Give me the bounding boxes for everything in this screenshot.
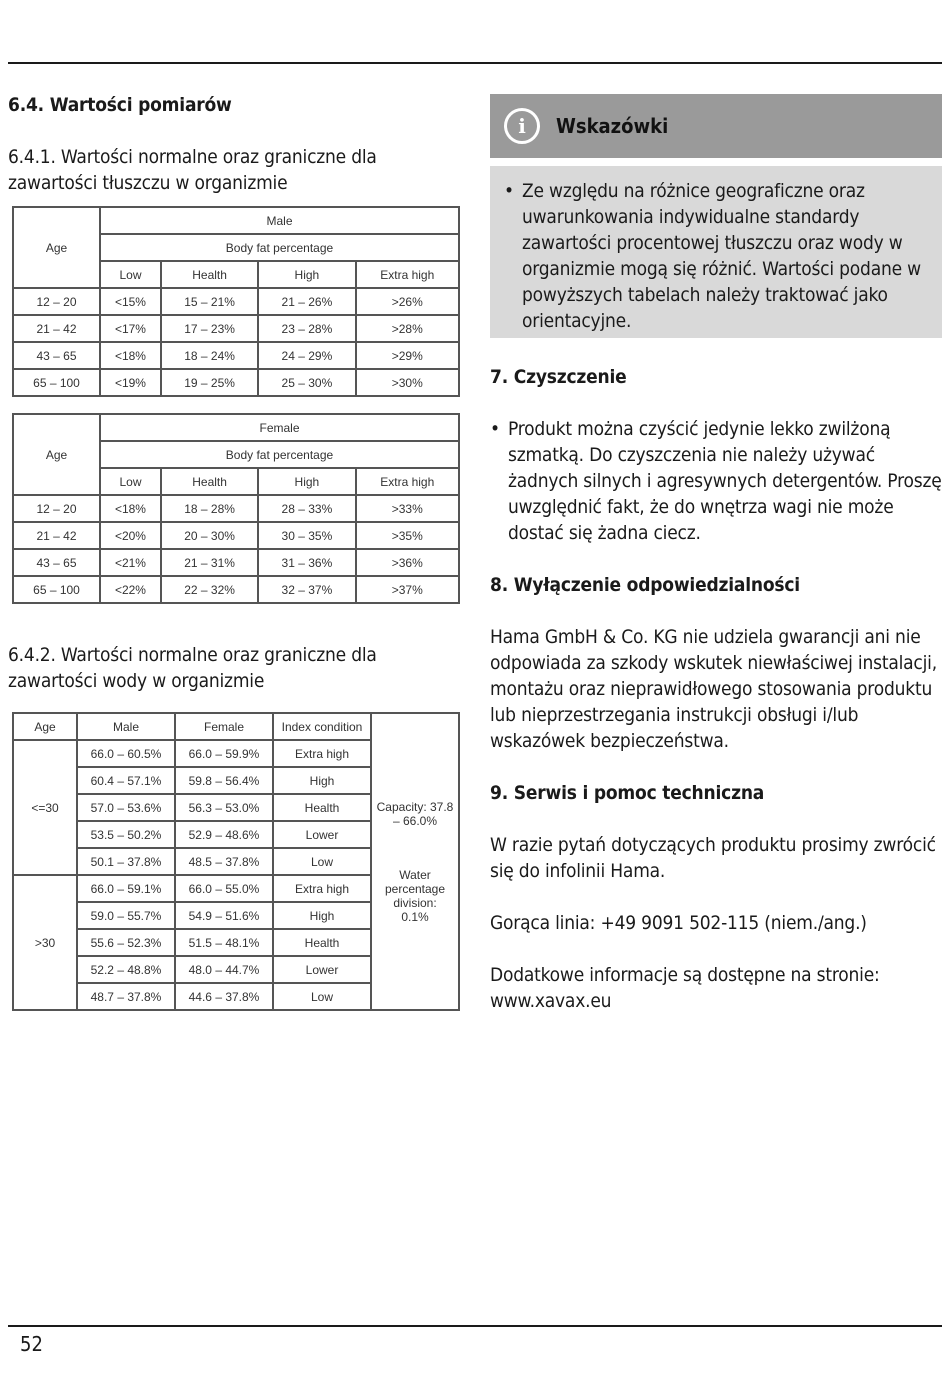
table-cell: <19%	[100, 369, 161, 396]
table-row	[13, 288, 459, 315]
info-label: Dodatkowe informacje są dostępne na stronie:	[490, 964, 880, 986]
service-text: W razie pytań dotyczących produktu prosimy zwrócić się do infolinii Hama.	[490, 834, 936, 882]
table-cell: >28%	[356, 315, 459, 342]
table-cell: 17 – 23%	[161, 315, 258, 342]
table-cell: 44.6 – 37.8%	[175, 983, 273, 1010]
table-cell: Lower	[273, 956, 371, 983]
table-cell: 21 – 42	[13, 522, 100, 549]
table-cell: 59.0 – 55.7%	[77, 902, 175, 929]
table-cell: 54.9 – 51.6%	[175, 902, 273, 929]
table-cell: 52.2 – 48.8%	[77, 956, 175, 983]
table-cell: 48.7 – 37.8%	[77, 983, 175, 1010]
table-cell: 66.0 – 55.0%	[175, 875, 273, 902]
table-cell: 48.5 – 37.8%	[175, 848, 273, 875]
cleaning-bullet	[490, 416, 942, 546]
col-header: Index condition	[273, 713, 371, 740]
note-body	[490, 166, 942, 338]
col-header: Female	[175, 713, 273, 740]
water-table	[12, 712, 460, 1011]
left-column	[8, 92, 458, 1011]
table-cell: 18 – 24%	[161, 342, 258, 369]
table-cell: 28 – 33%	[258, 495, 355, 522]
col-header: Low	[100, 468, 161, 495]
group-header: Body fat percentage	[100, 441, 459, 468]
table-cell: 57.0 – 53.6%	[77, 794, 175, 821]
table-cell: 66.0 – 59.9%	[175, 740, 273, 767]
disclaimer-title: 8. Wyłączenie odpowiedzialności	[490, 574, 800, 596]
age-group-cell: <=30	[13, 740, 77, 875]
table-cell: 25 – 30%	[258, 369, 355, 396]
note-title: Wskazówki	[556, 114, 669, 138]
cleaning-text: Produkt można czyścić jedynie lekko zwilżoną szmatką. Do czyszczenia nie należy używać żadnych silnych i agresywnych detergentów. Proszę uwzględnić fakt, że do wnętrza wagi nie może dostać się żadna ciecz.	[508, 418, 942, 544]
table-cell: 12 – 20	[13, 495, 100, 522]
gender-header: Male	[100, 207, 459, 234]
table-cell: 59.8 – 56.4%	[175, 767, 273, 794]
capacity-note: Capacity: 37.8 – 66.0%	[376, 799, 454, 828]
table-cell: 12 – 20	[13, 288, 100, 315]
table-cell: <20%	[100, 522, 161, 549]
table-cell: 66.0 – 59.1%	[77, 875, 175, 902]
note-box	[490, 94, 942, 338]
table-cell: >37%	[356, 576, 459, 603]
group-header: Body fat percentage	[100, 234, 459, 261]
website-link[interactable]: www.xavax.eu	[490, 990, 612, 1012]
table-row	[13, 495, 459, 522]
table-cell: 53.5 – 50.2%	[77, 821, 175, 848]
table-row	[13, 369, 459, 396]
table-cell: 19 – 25%	[161, 369, 258, 396]
table-cell: 50.1 – 37.8%	[77, 848, 175, 875]
fat-subtitle: 6.4.1. Wartości normalne oraz graniczne dla zawartości tłuszczu w organizmie	[8, 146, 377, 194]
table-cell: 15 – 21%	[161, 288, 258, 315]
table-cell: Lower	[273, 821, 371, 848]
table-cell: >26%	[356, 288, 459, 315]
col-header: Age	[13, 713, 77, 740]
bullet-icon: •	[504, 180, 514, 202]
gender-header: Female	[100, 414, 459, 441]
section-title: 6.4. Wartości pomiarów	[8, 94, 232, 116]
table-cell: Extra high	[273, 740, 371, 767]
table-cell: 60.4 – 57.1%	[77, 767, 175, 794]
table-cell: <22%	[100, 576, 161, 603]
top-rule	[8, 62, 942, 64]
hotline-text: Gorąca linia: +49 9091 502-115 (niem./ang.)	[490, 912, 867, 934]
table-cell: <21%	[100, 549, 161, 576]
table-cell: 56.3 – 53.0%	[175, 794, 273, 821]
age-group-cell: >30	[13, 875, 77, 1010]
col-header: High	[258, 261, 355, 288]
table-row	[13, 549, 459, 576]
col-header: Low	[100, 261, 161, 288]
age-header: Age	[13, 207, 100, 288]
page-number: 52	[20, 1332, 43, 1356]
col-header: Male	[77, 713, 175, 740]
table-cell: Health	[273, 929, 371, 956]
table-cell: <17%	[100, 315, 161, 342]
table-cell: >30%	[356, 369, 459, 396]
table-cell: High	[273, 902, 371, 929]
female-fat-table	[12, 413, 460, 604]
table-cell: 21 – 31%	[161, 549, 258, 576]
table-cell: 32 – 37%	[258, 576, 355, 603]
table-cell: <18%	[100, 342, 161, 369]
table-cell: <15%	[100, 288, 161, 315]
table-cell: 23 – 28%	[258, 315, 355, 342]
table-cell: 52.9 – 48.6%	[175, 821, 273, 848]
note-text: Ze względu na różnice geograficzne oraz uwarunkowania indywidualne standardy zawartości procentowej tłuszczu oraz wody w organizmie mogą się różnić. Wartości podane w powyższych tabelach należy traktować jako orientacyjne.	[522, 180, 921, 332]
table-cell: 55.6 – 52.3%	[77, 929, 175, 956]
table-cell: 21 – 42	[13, 315, 100, 342]
table-cell: 51.5 – 48.1%	[175, 929, 273, 956]
table-row	[13, 522, 459, 549]
table-cell: <18%	[100, 495, 161, 522]
table-row	[13, 342, 459, 369]
bullet-icon: •	[490, 418, 500, 440]
table-cell: 31 – 36%	[258, 549, 355, 576]
division-note: Water percentage division: 0.1%	[384, 867, 446, 924]
table-cell: 18 – 28%	[161, 495, 258, 522]
table-cell: 43 – 65	[13, 342, 100, 369]
table-cell: >29%	[356, 342, 459, 369]
right-column	[490, 94, 942, 1014]
table-cell: Extra high	[273, 875, 371, 902]
table-cell: 20 – 30%	[161, 522, 258, 549]
table-cell: >36%	[356, 549, 459, 576]
table-row	[13, 576, 459, 603]
table-cell: 21 – 26%	[258, 288, 355, 315]
disclaimer-text: Hama GmbH & Co. KG nie udziela gwarancji ani nie odpowiada za szkody wskutek niewłaściwej instalacji, montażu oraz nieprawidłowego stosowania produktu lub nieprzestrzegania instrukcji obsługi i/lub wskazówek bezpieczeństwa.	[490, 626, 937, 752]
table-cell: 66.0 – 60.5%	[77, 740, 175, 767]
table-cell: 65 – 100	[13, 369, 100, 396]
note-header	[490, 94, 942, 158]
age-header: Age	[13, 414, 100, 495]
table-cell: 24 – 29%	[258, 342, 355, 369]
table-cell: 43 – 65	[13, 549, 100, 576]
info-icon: i	[504, 108, 540, 144]
table-cell: Low	[273, 848, 371, 875]
col-header: Health	[161, 261, 258, 288]
cleaning-title: 7. Czyszczenie	[490, 366, 627, 388]
col-header: Health	[161, 468, 258, 495]
male-fat-table	[12, 206, 460, 397]
bottom-rule	[8, 1325, 942, 1327]
table-cell: 22 – 32%	[161, 576, 258, 603]
table-cell: 48.0 – 44.7%	[175, 956, 273, 983]
table-cell: >35%	[356, 522, 459, 549]
col-header: Extra high	[356, 468, 459, 495]
table-cell: >33%	[356, 495, 459, 522]
service-title: 9. Serwis i pomoc techniczna	[490, 782, 765, 804]
water-side-notes	[371, 713, 459, 1010]
table-cell: 30 – 35%	[258, 522, 355, 549]
col-header: Extra high	[356, 261, 459, 288]
water-subtitle: 6.4.2. Wartości normalne oraz graniczne dla zawartości wody w organizmie	[8, 644, 377, 692]
table-cell: Health	[273, 794, 371, 821]
table-cell: 65 – 100	[13, 576, 100, 603]
col-header: High	[258, 468, 355, 495]
table-cell: Low	[273, 983, 371, 1010]
note-bullet	[504, 178, 926, 334]
table-row	[13, 315, 459, 342]
table-cell: High	[273, 767, 371, 794]
